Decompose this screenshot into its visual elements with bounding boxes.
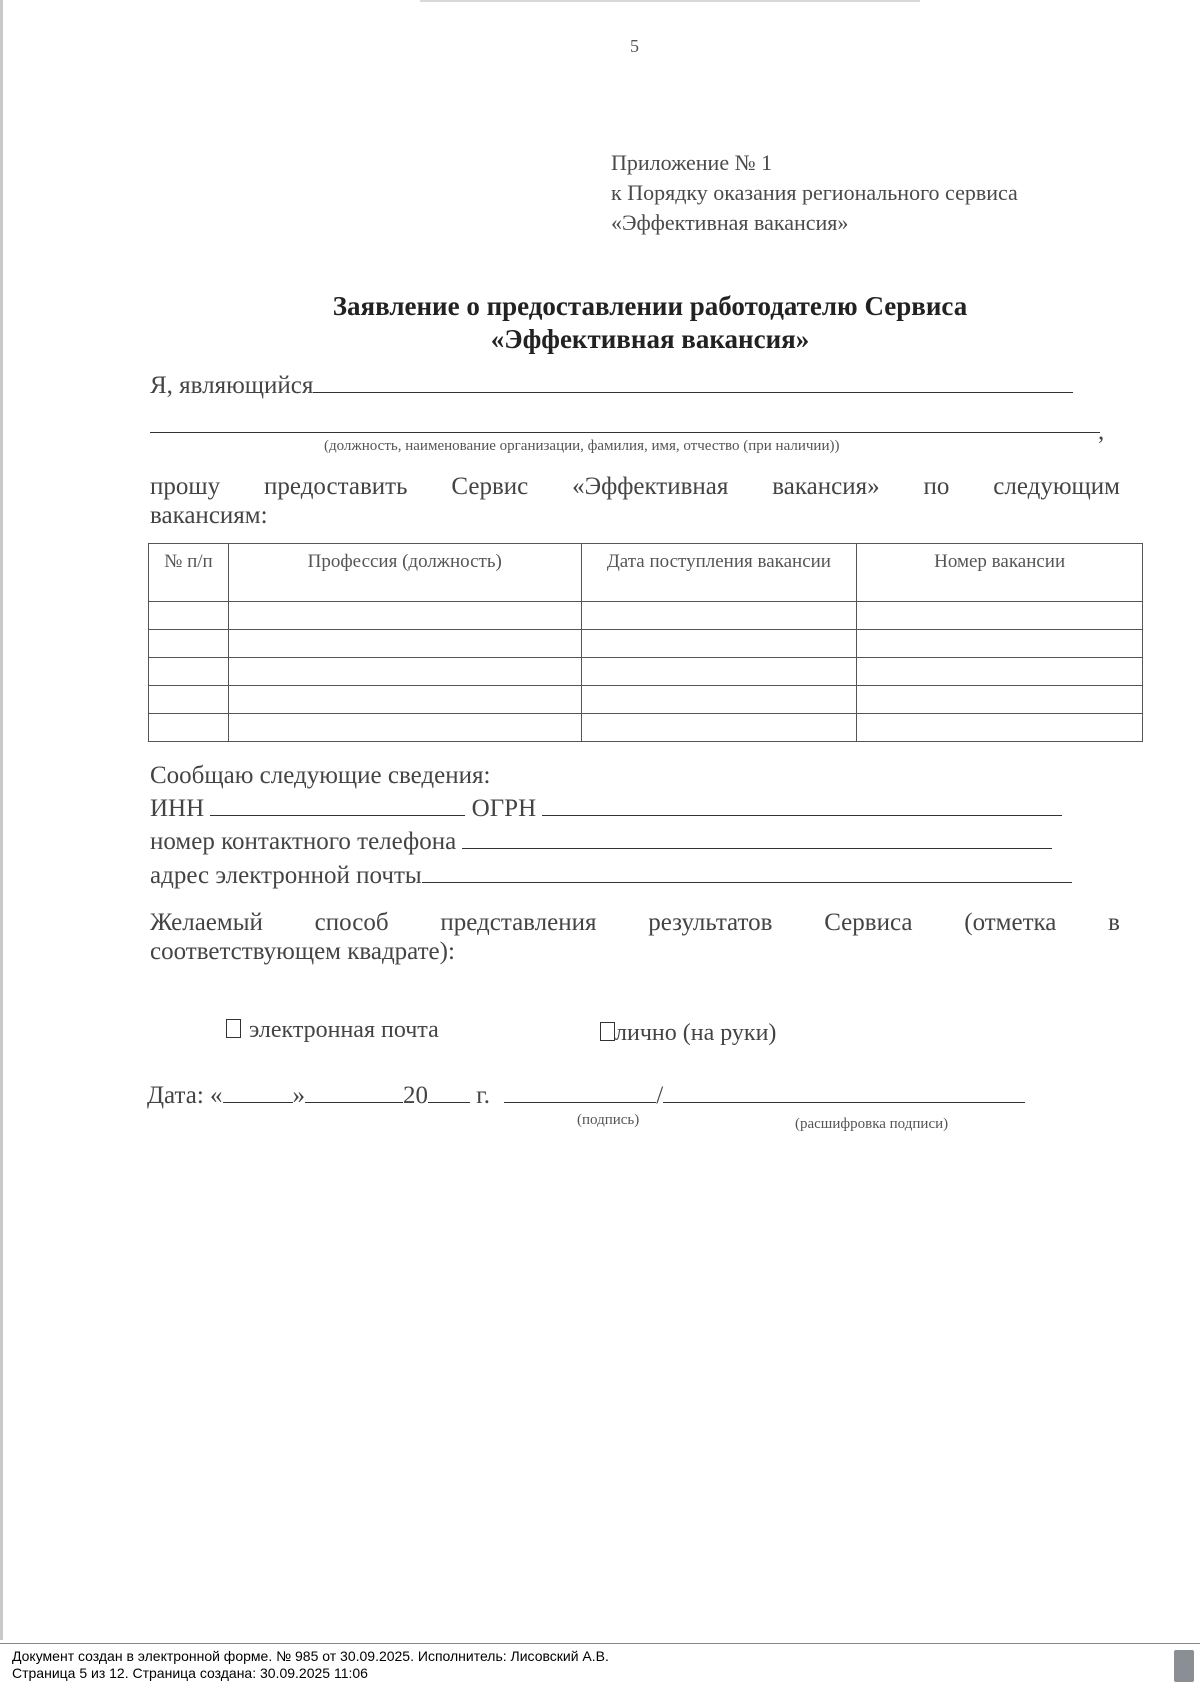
method-word: способ — [314, 909, 389, 936]
request-line-1 — [150, 472, 1120, 501]
method-word: представления — [440, 909, 597, 936]
info-heading: Сообщаю следующие сведения: — [150, 762, 491, 789]
table-cell[interactable] — [857, 630, 1143, 658]
applicant-row — [150, 372, 1073, 400]
table-cell[interactable] — [149, 658, 229, 686]
date-quote-close: » — [292, 1082, 306, 1109]
request-word: по — [923, 473, 950, 500]
appendix-reference — [611, 148, 1018, 238]
scan-left-edge — [0, 0, 3, 1640]
request-word: предоставить — [264, 473, 408, 500]
signature-slash: / — [656, 1082, 664, 1109]
applicant-field-line-2[interactable] — [150, 432, 1100, 433]
date-month-field[interactable] — [305, 1101, 403, 1103]
ogrn-field[interactable] — [542, 814, 1062, 816]
request-word: следующим — [993, 473, 1120, 500]
year-prefix: 20 — [403, 1082, 429, 1109]
signature-hint: (подпись) — [577, 1112, 640, 1128]
table-cell[interactable] — [149, 686, 229, 714]
option-email[interactable] — [226, 1017, 439, 1044]
inn-label: ИНН — [150, 795, 205, 822]
request-word: вакансия» — [772, 473, 880, 500]
method-word: результатов — [648, 909, 773, 936]
table-cell[interactable] — [857, 602, 1143, 630]
request-line-2: вакансиям: — [150, 502, 268, 529]
applicant-hint: (должность, наименование организации, фамилия, имя, отчество (при наличии)) — [324, 438, 840, 454]
request-word: Сервис — [451, 473, 529, 500]
table-cell[interactable] — [581, 630, 857, 658]
table-row — [149, 630, 1143, 658]
personal-checkbox[interactable] — [600, 1022, 615, 1041]
option-email-label: электронная почта — [249, 1017, 439, 1043]
table-cell[interactable] — [581, 602, 857, 630]
header-profession: Профессия (должность) — [228, 544, 581, 602]
email-field[interactable] — [422, 881, 1072, 883]
request-word: «Эффективная — [572, 473, 729, 500]
table-row — [149, 714, 1143, 742]
phone-row — [150, 828, 1052, 856]
email-label: адрес электронной почты — [150, 862, 422, 889]
applicant-label: Я, являющийся — [150, 372, 314, 399]
header-date: Дата поступления вакансии — [581, 544, 857, 602]
title-line-1: Заявление о предоставлении работодателю Сервиса — [332, 291, 968, 321]
table-cell[interactable] — [581, 658, 857, 686]
footer-line-2: Страница 5 из 12. Страница создана: 30.09.2025 11:06 — [12, 1665, 368, 1681]
table-row — [149, 658, 1143, 686]
scan-top-edge — [420, 0, 920, 2]
table-row — [149, 602, 1143, 630]
table-cell[interactable] — [857, 686, 1143, 714]
year-suffix: г. — [476, 1082, 490, 1109]
title-line-2: «Эффективная вакансия» — [490, 324, 810, 354]
document-title — [150, 290, 1150, 356]
method-paragraph — [150, 908, 1120, 966]
table-cell[interactable] — [149, 602, 229, 630]
date-day-field[interactable] — [223, 1101, 293, 1103]
table-cell[interactable] — [581, 714, 857, 742]
method-word: (отметка — [964, 909, 1057, 936]
table-cell[interactable] — [857, 658, 1143, 686]
inn-field[interactable] — [210, 814, 465, 816]
table-cell[interactable] — [149, 714, 229, 742]
table-cell[interactable] — [228, 630, 581, 658]
table-cell[interactable] — [149, 630, 229, 658]
signature-decode-field[interactable] — [663, 1101, 1025, 1103]
option-personal-label: лично (на руки) — [615, 1020, 777, 1046]
header-number: № п/п — [149, 544, 229, 602]
footer-line-1: Документ создан в электронной форме. № 985 от 30.09.2025. Исполнитель: Лисовский А.В. — [12, 1648, 609, 1664]
appendix-line-2: к Порядку оказания регионального сервиса — [611, 180, 1018, 205]
appendix-line-3: «Эффективная вакансия» — [611, 210, 849, 235]
request-paragraph — [150, 472, 1120, 530]
table-cell[interactable] — [857, 714, 1143, 742]
table-cell[interactable] — [581, 686, 857, 714]
table-header-row — [149, 544, 1143, 602]
method-line-2: соответствующем квадрате): — [150, 938, 455, 965]
applicant-field[interactable] — [313, 391, 1073, 393]
method-word: в — [1108, 909, 1120, 936]
signature-field[interactable] — [504, 1101, 656, 1103]
header-vacancy-number: Номер вакансии — [857, 544, 1143, 602]
date-signature-row — [147, 1082, 1025, 1110]
signature-decode-hint: (расшифровка подписи) — [795, 1116, 949, 1132]
table-cell[interactable] — [228, 686, 581, 714]
table-row — [149, 686, 1143, 714]
option-personal[interactable] — [600, 1020, 776, 1047]
date-label: Дата: « — [147, 1082, 223, 1109]
email-row — [150, 862, 1072, 890]
stamp-icon — [1174, 1650, 1194, 1682]
ogrn-label: ОГРН — [471, 795, 537, 822]
email-checkbox[interactable] — [226, 1019, 241, 1038]
applicant-comma: , — [1098, 418, 1105, 445]
inn-ogrn-row — [150, 795, 1062, 823]
table-cell[interactable] — [228, 602, 581, 630]
year-field[interactable] — [428, 1101, 470, 1103]
page-number: 5 — [630, 36, 639, 56]
table-cell[interactable] — [228, 714, 581, 742]
document-footer — [12, 1648, 609, 1682]
appendix-line-1: Приложение № 1 — [611, 150, 773, 175]
method-word: Сервиса — [824, 909, 913, 936]
method-word: Желаемый — [150, 909, 263, 936]
phone-field[interactable] — [462, 847, 1052, 849]
vacancies-table — [148, 543, 1143, 742]
footer-divider — [0, 1643, 1200, 1644]
phone-label: номер контактного телефона — [150, 828, 457, 855]
method-line-1 — [150, 908, 1120, 937]
table-cell[interactable] — [228, 658, 581, 686]
request-word: прошу — [150, 473, 221, 500]
